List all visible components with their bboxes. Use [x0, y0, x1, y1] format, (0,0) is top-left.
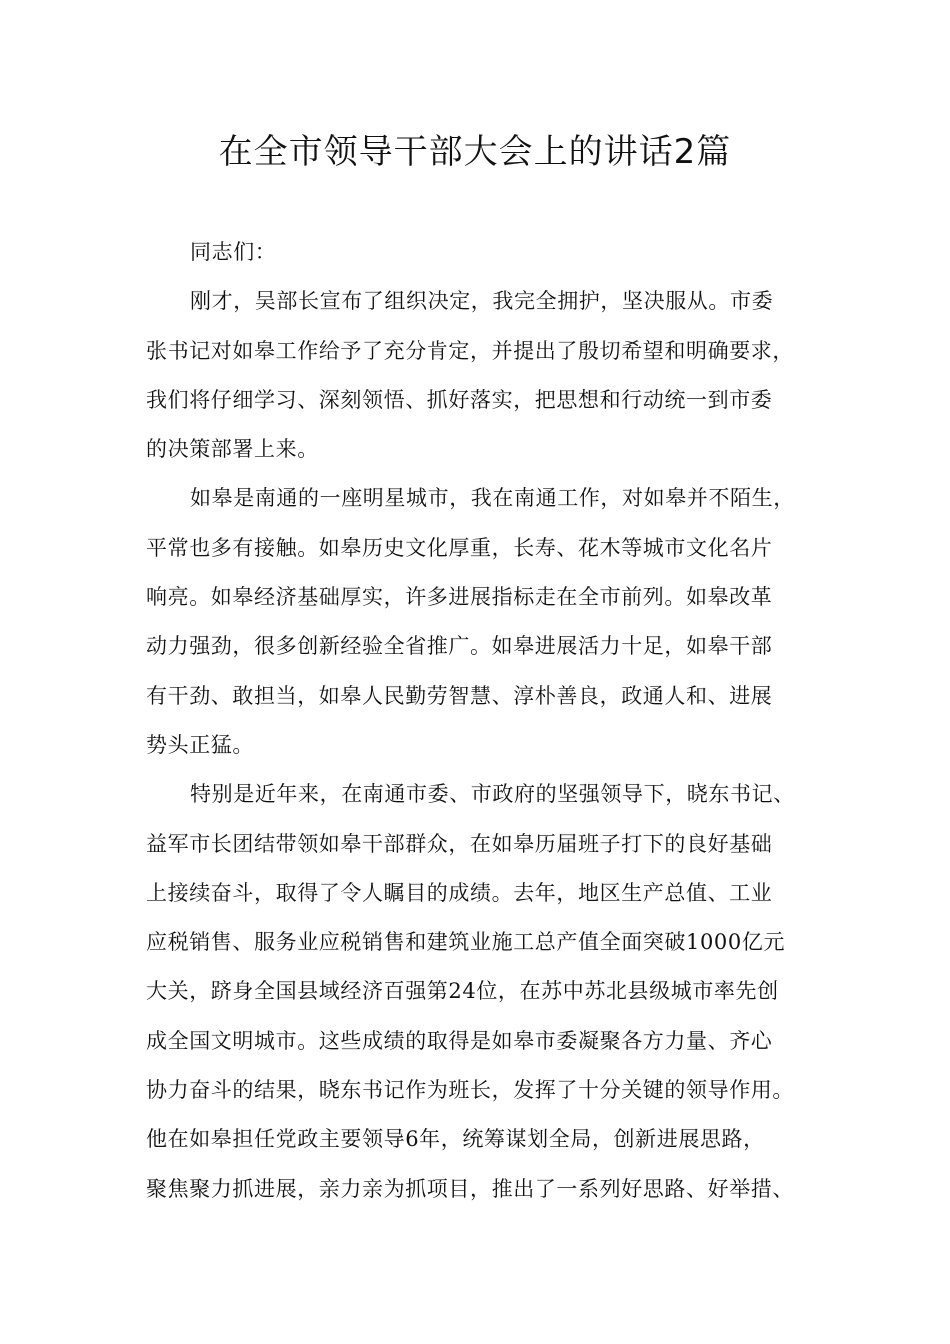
- paragraph-3-line-2: 益军市长团结带领如皋干部群众，在如皋历届班子打下的良好基础: [146, 831, 773, 856]
- paragraph-2-line-2: 平常也多有接触。如皋历史文化厚重，长寿、花木等城市文化名片: [146, 535, 773, 560]
- paragraph-2-line-4: 动力强劲，很多创新经验全省推广。如皋进展活力十足，如皋干部: [146, 634, 773, 659]
- paragraph-3-line-4: 应税销售、服务业应税销售和建筑业施工总产值全面突破1000亿元: [146, 930, 786, 955]
- document-body: [146, 228, 816, 1214]
- paragraph-1-line-4: 的决策部署上来。: [146, 437, 319, 462]
- paragraph-3-line-3: 上接续奋斗，取得了令人瞩目的成绩。去年，地区生产总值、工业: [146, 880, 773, 905]
- paragraph-3-line-9: 聚焦聚力抓进展，亲力亲为抓项目，推出了一系列好思路、好举措、: [146, 1176, 794, 1201]
- paragraph-3-line-6: 成全国文明城市。这些成绩的取得是如皋市委凝聚各方力量、齐心: [146, 1028, 773, 1053]
- document-title: 在全市领导干部大会上的讲话2篇: [218, 132, 732, 172]
- paragraph-3-line-7: 协力奋斗的结果，晓东书记作为班长，发挥了十分关键的领导作用。: [146, 1078, 794, 1103]
- salutation-line: 同志们：: [190, 240, 277, 264]
- paragraph-3-line-5: 大关，跻身全国县域经济百强第24位，在苏中苏北县级城市率先创: [146, 979, 779, 1004]
- paragraph-2-line-1: 如皋是南通的一座明星城市，我在南通工作，对如皋并不陌生，: [190, 486, 795, 511]
- paragraph-2-line-5: 有干劲、敢担当，如皋人民勤劳智慧、淳朴善良，政通人和、进展: [146, 683, 773, 708]
- paragraph-1-line-2: 张书记对如皋工作给予了充分肯定，并提出了殷切希望和明确要求，: [146, 338, 794, 363]
- paragraph-2-line-3: 响亮。如皋经济基础厚实，许多进展指标走在全市前列。如皋改革: [146, 585, 773, 610]
- paragraph-3-line-1: 特别是近年来，在南通市委、市政府的坚强领导下，晓东书记、: [190, 782, 795, 807]
- paragraph-1-line-3: 我们将仔细学习、深刻领悟、抓好落实，把思想和行动统一到市委: [146, 387, 773, 412]
- paragraph-2-line-6: 势头正猛。: [146, 732, 254, 757]
- paragraph-1-line-1: 刚才，吴部长宣布了组织决定，我完全拥护，坚决服从。市委: [190, 289, 774, 314]
- paragraph-3-line-8: 他在如皋担任党政主要领导6年，统筹谋划全局，创新进展思路，: [146, 1127, 765, 1152]
